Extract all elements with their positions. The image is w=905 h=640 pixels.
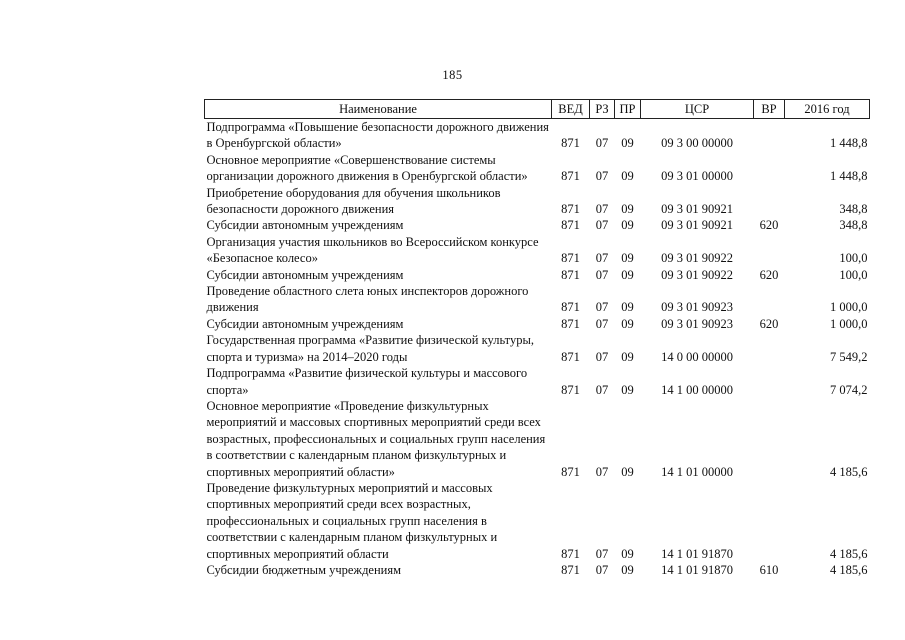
table-row xyxy=(205,185,870,218)
cell-ved: 871 xyxy=(561,300,580,315)
cell-amount: 348,8 xyxy=(839,202,868,217)
cell-name: Проведение областного слета юных инспекторов дорожного движения xyxy=(206,284,529,315)
cell-vr: 620 xyxy=(759,316,779,331)
cell-amount: 1 448,8 xyxy=(830,169,868,184)
cell-amount: 1 448,8 xyxy=(830,136,868,151)
cell-ved: 871 xyxy=(561,349,580,364)
cell-ved: 871 xyxy=(561,316,580,331)
cell-rz: 07 xyxy=(595,202,609,217)
table-row xyxy=(205,332,870,365)
cell-name: Субсидии бюджетным учреждениям xyxy=(206,562,402,577)
cell-amount: 1 000,0 xyxy=(830,316,868,331)
cell-ved: 871 xyxy=(561,267,580,282)
cell-csr: 09 3 01 90921 xyxy=(661,202,733,217)
cell-amount: 100,0 xyxy=(839,267,868,282)
cell-vr xyxy=(754,234,785,267)
cell-pr: 09 xyxy=(621,218,634,233)
cell-name: Субсидии автономным учреждениям xyxy=(206,267,404,282)
cell-rz: 07 xyxy=(595,382,609,397)
header-vr: ВР xyxy=(754,100,785,119)
cell-pr: 09 xyxy=(621,464,634,479)
table-row xyxy=(205,234,870,267)
page-number: 185 xyxy=(442,68,463,82)
cell-ved: 871 xyxy=(561,136,580,151)
cell-name: Приобретение оборудования для обучения школьников безопасности дорожного движения xyxy=(206,185,501,217)
cell-vr xyxy=(754,480,785,562)
header-csr: ЦСР xyxy=(641,100,754,119)
table-row xyxy=(205,316,870,332)
cell-pr: 09 xyxy=(621,169,634,184)
cell-csr: 09 3 01 90923 xyxy=(661,316,733,331)
cell-vr: 620 xyxy=(759,267,779,282)
header-year: 2016 год xyxy=(785,100,870,119)
cell-ved: 871 xyxy=(561,218,580,233)
cell-csr: 14 0 00 00000 xyxy=(661,349,733,364)
cell-csr: 14 1 00 00000 xyxy=(661,382,733,397)
table-row xyxy=(205,365,870,398)
cell-vr: 610 xyxy=(759,562,779,577)
cell-name: Государственная программа «Развитие физической культуры, спорта и туризма» на 2014–2020 годы xyxy=(206,333,535,364)
header-rz: РЗ xyxy=(590,100,615,119)
cell-csr: 09 3 01 90922 xyxy=(661,267,733,282)
cell-csr: 14 1 01 91870 xyxy=(661,546,733,561)
cell-rz: 07 xyxy=(595,267,609,282)
header-name: Наименование xyxy=(205,100,552,119)
cell-ved: 871 xyxy=(561,546,580,561)
cell-ved: 871 xyxy=(561,251,580,266)
cell-pr: 09 xyxy=(621,349,634,364)
cell-name: Субсидии автономным учреждениям xyxy=(206,316,404,331)
header-pr: ПР xyxy=(615,100,641,119)
cell-amount: 4 185,6 xyxy=(830,562,868,577)
cell-csr: 09 3 01 00000 xyxy=(661,169,733,184)
cell-name: Организация участия школьников во Всероссийском конкурсе «Безопасное колесо» xyxy=(206,234,539,266)
cell-ved: 871 xyxy=(561,464,580,479)
cell-name: Подпрограмма «Повышение безопасности дорожного движения в Оренбургской области» xyxy=(206,120,549,151)
table-row xyxy=(205,562,870,578)
cell-name: Основное мероприятие «Проведение физкультурных мероприятий и массовых спортивных мероприятий среди всех возрастных, профессиональных и социальных групп населения в соответствии с календарным планом физкультурных и спортивных мероприятий области» xyxy=(206,398,546,479)
cell-ved: 871 xyxy=(561,562,580,577)
cell-csr: 09 3 01 90922 xyxy=(661,251,733,266)
table-row xyxy=(205,283,870,316)
cell-pr: 09 xyxy=(621,136,634,151)
cell-vr xyxy=(754,152,785,185)
cell-vr xyxy=(754,283,785,316)
cell-ved: 871 xyxy=(561,169,580,184)
cell-name: Основное мероприятие «Совершенствование системы организации дорожного движения в Оренбургской области» xyxy=(206,152,528,184)
cell-rz: 07 xyxy=(595,251,609,266)
cell-ved: 871 xyxy=(561,382,580,397)
cell-rz: 07 xyxy=(595,136,609,151)
cell-rz: 07 xyxy=(595,546,609,561)
cell-pr: 09 xyxy=(621,300,634,315)
cell-vr xyxy=(754,398,785,480)
cell-name: Подпрограмма «Развитие физической культуры и массового спорта» xyxy=(206,366,528,397)
cell-rz: 07 xyxy=(595,169,609,184)
cell-csr: 09 3 01 90921 xyxy=(661,218,733,233)
cell-amount: 1 000,0 xyxy=(830,300,868,315)
table-row xyxy=(205,119,870,152)
cell-pr: 09 xyxy=(621,382,634,397)
cell-amount: 4 185,6 xyxy=(830,546,868,561)
table-row xyxy=(205,480,870,562)
cell-amount: 7 074,2 xyxy=(830,382,868,397)
cell-csr: 09 3 01 90923 xyxy=(661,300,733,315)
header-ved: ВЕД xyxy=(552,100,590,119)
table-row xyxy=(205,152,870,185)
cell-rz: 07 xyxy=(595,349,609,364)
cell-pr: 09 xyxy=(621,316,634,331)
table-row xyxy=(205,217,870,233)
cell-amount: 4 185,6 xyxy=(830,464,868,479)
cell-pr: 09 xyxy=(621,546,634,561)
cell-pr: 09 xyxy=(621,562,634,577)
cell-ved: 871 xyxy=(561,202,580,217)
table-body xyxy=(205,119,870,579)
cell-csr: 09 3 00 00000 xyxy=(661,136,733,151)
cell-amount: 100,0 xyxy=(839,251,868,266)
cell-csr: 14 1 01 91870 xyxy=(661,562,733,577)
table-header-row xyxy=(205,100,870,119)
cell-amount: 7 549,2 xyxy=(830,349,868,364)
cell-vr: 620 xyxy=(759,218,779,233)
cell-rz: 07 xyxy=(595,464,609,479)
cell-vr xyxy=(754,185,785,218)
cell-rz: 07 xyxy=(595,300,609,315)
cell-rz: 07 xyxy=(595,316,609,331)
cell-vr xyxy=(754,365,785,398)
table-row xyxy=(205,398,870,480)
table-row xyxy=(205,267,870,283)
cell-name: Субсидии автономным учреждениям xyxy=(206,218,404,233)
cell-amount: 348,8 xyxy=(839,218,868,233)
cell-rz: 07 xyxy=(595,562,609,577)
cell-pr: 09 xyxy=(621,202,634,217)
cell-pr: 09 xyxy=(621,251,634,266)
cell-csr: 14 1 01 00000 xyxy=(661,464,733,479)
cell-vr xyxy=(754,119,785,152)
budget-table xyxy=(204,99,870,578)
cell-rz: 07 xyxy=(595,218,609,233)
cell-name: Проведение физкультурных мероприятий и массовых спортивных мероприятий среди всех возрастных, профессиональных и социальных групп населения в соответствии с календарным планом физкультурных и спортивных мероприятий области xyxy=(206,480,498,561)
cell-vr xyxy=(754,332,785,365)
cell-pr: 09 xyxy=(621,267,634,282)
